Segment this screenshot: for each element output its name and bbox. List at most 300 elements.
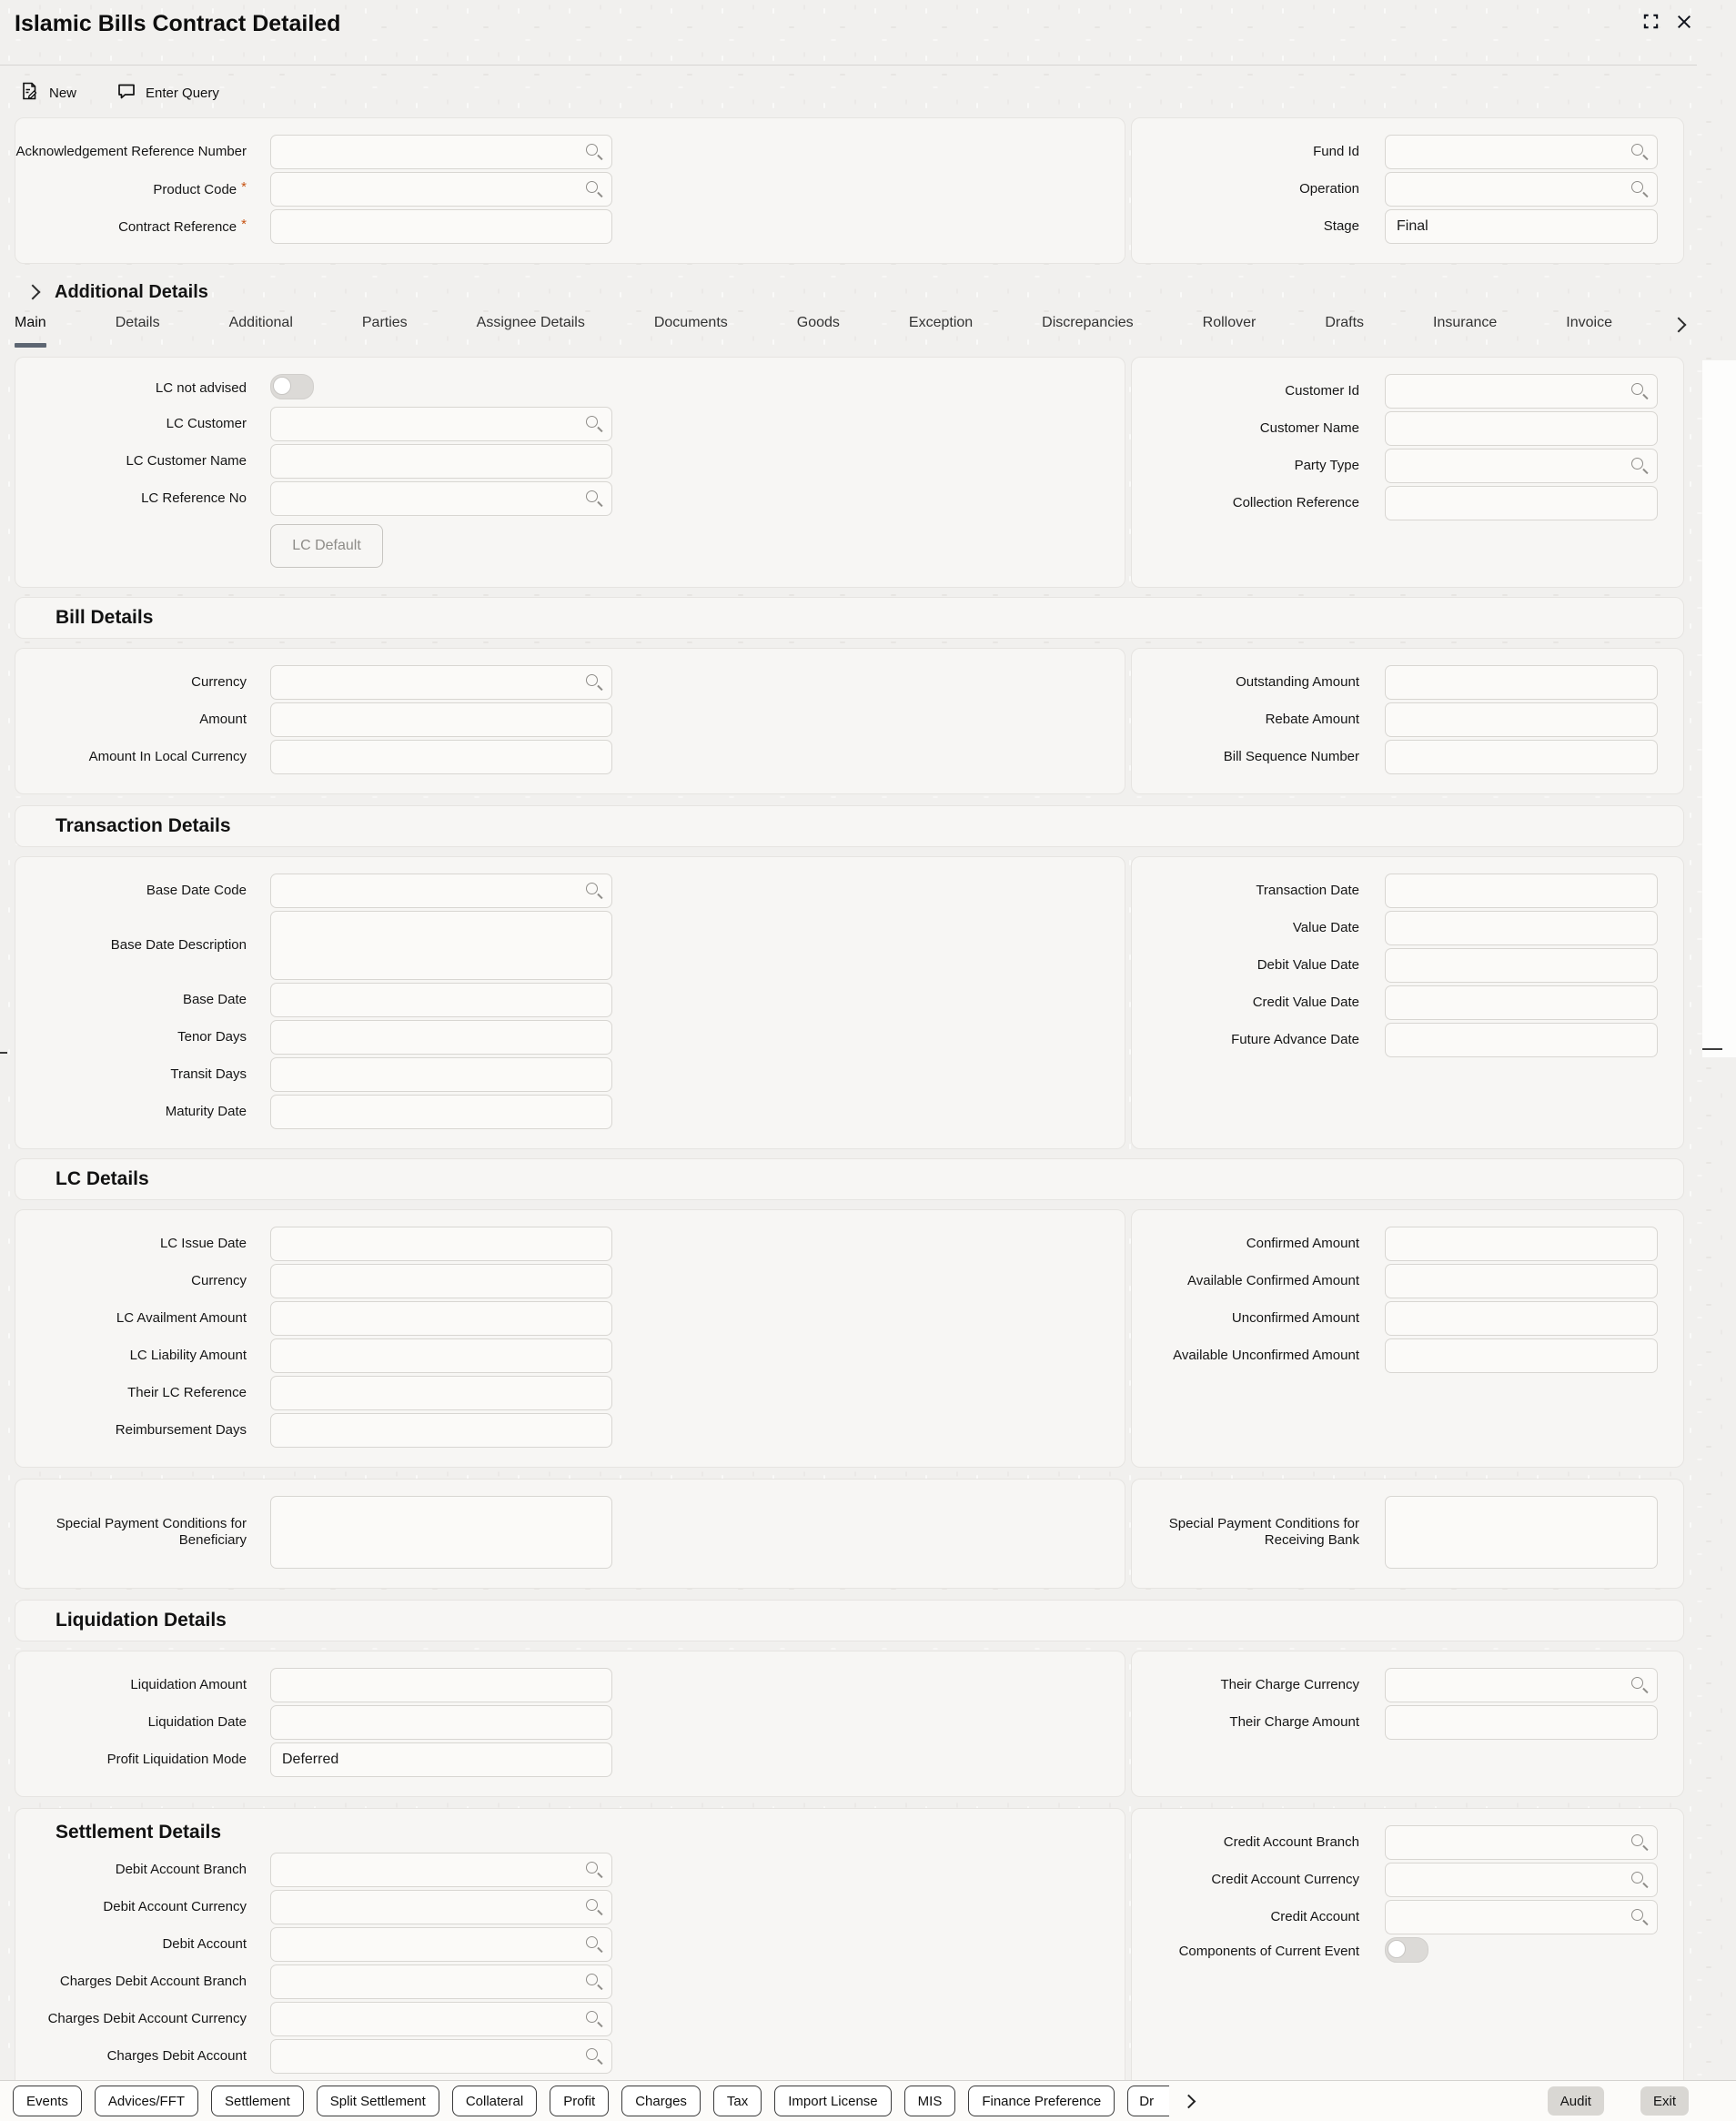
header-divider: [0, 65, 1697, 66]
search-icon[interactable]: [585, 2010, 603, 2028]
field-transaction-date: [1132, 874, 1683, 908]
chevron-right-icon: [1671, 318, 1687, 333]
search-icon[interactable]: [1630, 143, 1649, 161]
credit-value-date-value: [1385, 985, 1658, 1020]
field-stage: [1132, 209, 1683, 244]
field-lc-reference-no: [15, 481, 1125, 516]
debit-account-currency-input-field[interactable]: [270, 1890, 612, 1924]
customer-name-input[interactable]: [1385, 411, 1658, 446]
profit-liquidation-mode-value[interactable]: [270, 1742, 612, 1777]
contract-reference-label: Contract Reference: [118, 219, 237, 236]
field-currency: [15, 665, 1125, 700]
value-date-value: [1385, 911, 1658, 945]
stage-input: [1385, 209, 1658, 244]
field-amount-in-local-currency: [15, 740, 1125, 774]
spc-beneficiary-label: Special Payment Conditions for Beneficiary: [56, 1515, 247, 1548]
lc-not-advised-toggle[interactable]: [270, 374, 314, 399]
tab-main[interactable]: Main: [15, 315, 46, 348]
their-charge-amount-label: Their Charge Amount: [1229, 1713, 1359, 1730]
debit-account-input-field[interactable]: [270, 1927, 612, 1962]
tab-documents[interactable]: Documents: [653, 315, 728, 330]
collateral-button[interactable]: Collateral: [452, 2086, 537, 2116]
rebate-amount-label: Rebate Amount: [1265, 711, 1359, 727]
new-button[interactable]: [20, 81, 76, 105]
tab-goods[interactable]: Goods: [796, 315, 840, 330]
lc-currency-label: Currency: [191, 1272, 247, 1288]
fund-operation-panel: [1131, 117, 1684, 264]
field-base-date: [15, 983, 1125, 1017]
profit-button[interactable]: Profit: [550, 2086, 609, 2116]
product-code-input-field[interactable]: [270, 172, 612, 207]
lc-customer-input[interactable]: [270, 407, 612, 441]
confirmed-amount-value: [1385, 1227, 1658, 1261]
search-icon[interactable]: [1630, 1871, 1649, 1889]
field-operation: [1132, 172, 1683, 207]
import-license-button[interactable]: Import License: [774, 2086, 891, 2116]
audit-button[interactable]: Audit: [1548, 2086, 1604, 2116]
lc-liability-amount-input-field[interactable]: [270, 1338, 612, 1373]
scroll-tick-right: [1702, 1048, 1722, 1050]
footer-action-bar: [0, 2080, 1736, 2121]
available-unconfirmed-amount-label: Available Unconfirmed Amount: [1173, 1347, 1359, 1363]
new-document-icon: [20, 81, 40, 105]
additional-details-toggle[interactable]: [27, 278, 1736, 306]
field-available-confirmed-amount: [1132, 1264, 1683, 1298]
collection-reference-input[interactable]: [1385, 486, 1658, 520]
unconfirmed-amount-value: [1385, 1301, 1658, 1336]
search-icon[interactable]: [585, 415, 603, 433]
split-settlement-button[interactable]: Split Settlement: [317, 2086, 439, 2116]
required-marker: *: [241, 217, 247, 233]
debit-value-date-label: Debit Value Date: [1257, 956, 1359, 973]
lc-availment-amount-input[interactable]: [270, 1301, 612, 1336]
debit-account-branch-label: Debit Account Branch: [115, 1861, 247, 1877]
bill-details-left-panel: [15, 648, 1125, 794]
charges-debit-account-currency-label: Charges Debit Account Currency: [47, 2010, 247, 2026]
components-of-current-event-toggle[interactable]: [1385, 1937, 1428, 1963]
operation-input-field[interactable]: [1385, 172, 1658, 207]
settlement-details-title: Settlement Details: [56, 1822, 222, 1843]
search-icon[interactable]: [585, 490, 603, 508]
available-confirmed-amount-value: [1385, 1264, 1658, 1298]
credit-account-branch-label: Credit Account Branch: [1223, 1833, 1359, 1850]
unconfirmed-amount-input: [1385, 1301, 1658, 1336]
customer-panel: [1131, 357, 1684, 588]
operation-input[interactable]: [1385, 172, 1658, 207]
lc-customer-input-field[interactable]: [270, 407, 612, 441]
tab-discrepancies[interactable]: Discrepancies: [1042, 315, 1134, 330]
search-icon[interactable]: [1630, 1833, 1649, 1852]
lc-liability-amount-input[interactable]: [270, 1338, 612, 1373]
their-charge-currency-input-field[interactable]: [1385, 1668, 1658, 1702]
lc-reference-no-label: LC Reference No: [141, 490, 247, 506]
credit-account-currency-label: Credit Account Currency: [1211, 1871, 1359, 1887]
scrollbar-track[interactable]: [1702, 360, 1736, 1057]
search-icon[interactable]: [1630, 180, 1649, 198]
field-fund-id: [1132, 135, 1683, 169]
contract-reference-panel: [15, 117, 1125, 264]
debit-account-branch-input[interactable]: [270, 1853, 612, 1887]
charges-button[interactable]: Charges: [621, 2086, 701, 2116]
field-party-type: [1132, 449, 1683, 483]
reimbursement-days-input[interactable]: [270, 1413, 612, 1448]
base-date-code-input[interactable]: [270, 874, 612, 908]
amount-local-label: Amount In Local Currency: [88, 748, 247, 764]
debit-account-input[interactable]: [270, 1927, 612, 1962]
stage-value: [1385, 209, 1658, 244]
field-lc-not-advised: [15, 374, 1125, 404]
fund-id-label: Fund Id: [1313, 143, 1359, 159]
field-lc-currency: [15, 1264, 1125, 1298]
section-bill-details: Bill Details: [15, 597, 1684, 639]
their-lc-reference-input-field[interactable]: [270, 1376, 612, 1410]
bill-details-right-panel: [1131, 648, 1684, 794]
lc-issue-date-input[interactable]: [270, 1227, 612, 1261]
confirmed-amount-input: [1385, 1227, 1658, 1261]
reimbursement-days-label: Reimbursement Days: [115, 1421, 247, 1438]
search-icon[interactable]: [585, 882, 603, 900]
field-credit-account-branch: [1132, 1825, 1683, 1860]
lc-customer-name-input[interactable]: [270, 444, 612, 479]
lc-issue-date-label: LC Issue Date: [159, 1235, 247, 1251]
field-confirmed-amount: [1132, 1227, 1683, 1261]
settlement-button[interactable]: Settlement: [211, 2086, 304, 2116]
spc-beneficiary-textarea[interactable]: [270, 1496, 612, 1569]
search-icon[interactable]: [585, 2047, 603, 2065]
field-lc-availment-amount: [15, 1301, 1125, 1336]
tab-additional[interactable]: Additional: [228, 315, 293, 330]
lc-currency-input[interactable]: [270, 1264, 612, 1298]
contract-reference-input[interactable]: [270, 209, 612, 244]
charges-debit-account-branch-input-field[interactable]: [270, 1964, 612, 1999]
currency-label: Currency: [191, 673, 247, 690]
search-icon[interactable]: [1630, 1908, 1649, 1926]
lc-availment-amount-input-field[interactable]: [270, 1301, 612, 1336]
transaction-date-input: [1385, 874, 1658, 908]
charges-debit-account-input[interactable]: [270, 2039, 612, 2074]
future-advance-date-value: [1385, 1023, 1658, 1057]
field-lc-issue-date: [15, 1227, 1125, 1261]
search-icon[interactable]: [1630, 1676, 1649, 1694]
field-charges-debit-account-currency: [15, 2002, 1125, 2036]
party-type-input-field[interactable]: [1385, 449, 1658, 483]
transaction-details-right-panel: [1131, 856, 1684, 1149]
events-button[interactable]: Events: [13, 2086, 82, 2116]
ack-ref-input[interactable]: [270, 135, 612, 169]
field-their-charge-currency: [1132, 1668, 1683, 1702]
their-charge-amount-input[interactable]: [1385, 1705, 1658, 1740]
mis-button[interactable]: MIS: [904, 2086, 956, 2116]
currency-input[interactable]: [270, 665, 612, 700]
liquidation-amount-label: Liquidation Amount: [130, 1676, 247, 1692]
credit-account-input-field[interactable]: [1385, 1900, 1658, 1934]
lc-not-advised-label: LC not advised: [155, 380, 247, 397]
confirmed-amount-label: Confirmed Amount: [1246, 1235, 1359, 1251]
field-credit-account: [1132, 1900, 1683, 1934]
future-advance-date-label: Future Advance Date: [1231, 1031, 1359, 1047]
field-base-date-code: [15, 874, 1125, 908]
collection-reference-label: Collection Reference: [1232, 494, 1359, 510]
tab-assignee-details[interactable]: Assignee Details: [476, 315, 585, 330]
base-date-code-input-field[interactable]: [270, 874, 612, 908]
amount-input[interactable]: [270, 702, 612, 737]
customer-name-label: Customer Name: [1259, 419, 1359, 436]
credit-account-currency-input-field[interactable]: [1385, 1863, 1658, 1897]
field-credit-account-currency: [1132, 1863, 1683, 1897]
tenor-days-label: Tenor Days: [177, 1028, 247, 1045]
tab-bar: [15, 315, 1684, 348]
rebate-amount-input: [1385, 702, 1658, 737]
credit-account-input[interactable]: [1385, 1900, 1658, 1934]
field-liquidation-date: [15, 1705, 1125, 1740]
their-charge-currency-input[interactable]: [1385, 1668, 1658, 1702]
customer-id-input-field[interactable]: [1385, 374, 1658, 409]
search-icon[interactable]: [1630, 382, 1649, 400]
field-transit-days: [15, 1057, 1125, 1092]
their-charge-currency-label: Their Charge Currency: [1220, 1676, 1359, 1692]
tax-button[interactable]: Tax: [713, 2086, 762, 2116]
tab-insurance[interactable]: Insurance: [1433, 315, 1498, 330]
liquidation-date-label: Liquidation Date: [147, 1713, 247, 1730]
lc-details-left-panel: [15, 1209, 1125, 1468]
search-icon[interactable]: [585, 1861, 603, 1879]
contract-reference-input-field[interactable]: [270, 209, 612, 244]
future-advance-date-input: [1385, 1023, 1658, 1057]
field-tenor-days: [15, 1020, 1125, 1055]
lc-liability-amount-label: LC Liability Amount: [129, 1347, 247, 1363]
base-date-code-label: Base Date Code: [146, 882, 247, 898]
profit-liquidation-mode-label: Profit Liquidation Mode: [106, 1751, 247, 1767]
lc-customer-name-input-field[interactable]: [270, 444, 612, 479]
available-confirmed-amount-input: [1385, 1264, 1658, 1298]
required-marker: *: [241, 179, 247, 196]
field-lc-customer-name: [15, 444, 1125, 479]
field-liquidation-amount: [15, 1668, 1125, 1702]
fund-id-input[interactable]: [1385, 135, 1658, 169]
customer-name-input-field[interactable]: [1385, 411, 1658, 446]
base-date-label: Base Date: [182, 991, 247, 1007]
available-confirmed-amount-label: Available Confirmed Amount: [1187, 1272, 1359, 1288]
stage-label: Stage: [1323, 217, 1359, 234]
scroll-tick-left: [0, 1052, 7, 1054]
party-type-input[interactable]: [1385, 449, 1658, 483]
advices-fft-button[interactable]: Advices/FFT: [95, 2086, 198, 2116]
transaction-date-value: [1385, 874, 1658, 908]
liquidation-amount-input[interactable]: [270, 1668, 612, 1702]
field-lc-customer: [15, 407, 1125, 441]
liquidation-amount-input-field[interactable]: [270, 1668, 612, 1702]
page-title: Islamic Bills Contract Detailed: [15, 11, 341, 36]
debit-value-date-value: [1385, 948, 1658, 983]
field-rebate-amount: [1132, 702, 1683, 737]
special-payment-beneficiary-panel: [15, 1479, 1125, 1589]
debit-value-date-input: [1385, 948, 1658, 983]
search-icon[interactable]: [585, 1898, 603, 1916]
enter-query-label: Enter Query: [146, 85, 219, 101]
lc-reference-no-input-field[interactable]: [270, 481, 612, 516]
charges-debit-account-currency-input[interactable]: [270, 2002, 612, 2036]
product-code-label: Product Code: [153, 182, 237, 198]
amount-local-input-field[interactable]: [270, 740, 612, 774]
lc-default-button[interactable]: LC Default: [270, 524, 383, 568]
field-charges-debit-account-branch: [15, 1964, 1125, 1999]
debit-account-currency-input[interactable]: [270, 1890, 612, 1924]
credit-account-currency-input[interactable]: [1385, 1863, 1658, 1897]
lc-issue-date-input-field[interactable]: [270, 1227, 612, 1261]
tab-details[interactable]: Details: [115, 315, 160, 330]
search-icon[interactable]: [585, 1935, 603, 1954]
credit-value-date-label: Credit Value Date: [1252, 994, 1359, 1010]
available-unconfirmed-amount-value: [1385, 1338, 1658, 1373]
their-charge-amount-input-field[interactable]: [1385, 1705, 1658, 1740]
section-lc-details: LC Details: [15, 1158, 1684, 1200]
field-their-charge-amount: [1132, 1705, 1683, 1740]
base-date-input-field[interactable]: [270, 983, 612, 1017]
base-date-description-label: Base Date Description: [110, 936, 247, 953]
new-button-label: New: [49, 85, 77, 101]
finance-preference-button[interactable]: Finance Preference: [968, 2086, 1115, 2116]
spc-receiving-bank-input[interactable]: [1385, 1496, 1658, 1569]
collection-reference-input-field[interactable]: [1385, 486, 1658, 520]
available-unconfirmed-amount-input: [1385, 1338, 1658, 1373]
amount-local-input[interactable]: [270, 740, 612, 774]
field-unconfirmed-amount: [1132, 1301, 1683, 1336]
operation-label: Operation: [1299, 180, 1359, 197]
field-special-payment-conditions-beneficiary: [15, 1496, 1125, 1569]
tab-scroll-right-button[interactable]: [1651, 315, 1684, 335]
settlement-details-right-panel: [1131, 1808, 1684, 2088]
debit-account-label: Debit Account: [162, 1935, 247, 1952]
currency-input-field[interactable]: [270, 665, 612, 700]
field-contract-reference: [15, 209, 1125, 244]
charges-debit-account-currency-input-field[interactable]: [270, 2002, 612, 2036]
field-available-unconfirmed-amount: [1132, 1338, 1683, 1373]
credit-account-branch-input-field[interactable]: [1385, 1825, 1658, 1860]
debit-account-currency-label: Debit Account Currency: [103, 1898, 247, 1914]
search-icon[interactable]: [585, 1973, 603, 1991]
lc-reference-no-input[interactable]: [270, 481, 612, 516]
base-date-description-input[interactable]: [270, 911, 612, 980]
liquidation-details-left-panel: [15, 1651, 1125, 1797]
field-debit-account: [15, 1927, 1125, 1962]
bill-sequence-number-label: Bill Sequence Number: [1223, 748, 1359, 764]
search-icon[interactable]: [1630, 457, 1649, 475]
debit-account-branch-input-field[interactable]: [270, 1853, 612, 1887]
tab-invoice[interactable]: Invoice: [1566, 315, 1612, 330]
field-credit-value-date: [1132, 985, 1683, 1020]
tenor-days-input[interactable]: [270, 1020, 612, 1055]
field-components-of-current-event: [1132, 1937, 1683, 1967]
base-date-input[interactable]: [270, 983, 612, 1017]
fund-id-input-field[interactable]: [1385, 135, 1658, 169]
value-date-input: [1385, 911, 1658, 945]
transaction-details-left-panel: [15, 856, 1125, 1149]
toolbar: [20, 77, 1736, 108]
search-icon[interactable]: [585, 180, 603, 198]
party-type-label: Party Type: [1294, 457, 1359, 473]
product-code-input[interactable]: [270, 172, 612, 207]
field-bill-sequence-number: [1132, 740, 1683, 774]
credit-account-branch-input[interactable]: [1385, 1825, 1658, 1860]
tab-exception[interactable]: Exception: [908, 315, 974, 330]
footer-scroll-right-button[interactable]: [1182, 2094, 1196, 2108]
field-product-code: [15, 172, 1125, 207]
field-their-lc-reference: [15, 1376, 1125, 1410]
chevron-right-icon: [25, 285, 41, 300]
transit-days-label: Transit Days: [170, 1066, 247, 1082]
amount-input-field[interactable]: [270, 702, 612, 737]
enter-query-button[interactable]: [116, 81, 219, 105]
outstanding-amount-value: [1385, 665, 1658, 700]
lc-currency-input-field[interactable]: [270, 1264, 612, 1298]
restore-icon[interactable]: [1642, 13, 1660, 30]
field-special-payment-conditions-receiving-bank: [1132, 1496, 1683, 1569]
field-acknowledgement-reference-number: [15, 135, 1125, 169]
field-lc-liability-amount: [15, 1338, 1125, 1373]
bill-sequence-number-value: [1385, 740, 1658, 774]
transaction-date-label: Transaction Date: [1256, 882, 1359, 898]
spc-receiving-bank-label: Special Payment Conditions for Receiving Bank: [1168, 1515, 1359, 1548]
customer-id-input[interactable]: [1385, 374, 1658, 409]
rebate-amount-value: [1385, 702, 1658, 737]
transit-days-input[interactable]: [270, 1057, 612, 1092]
ack-ref-input-field[interactable]: [270, 135, 612, 169]
charges-debit-account-input-field[interactable]: [270, 2039, 612, 2074]
tab-rollover[interactable]: Rollover: [1202, 315, 1257, 330]
their-lc-reference-label: Their LC Reference: [127, 1384, 247, 1400]
credit-account-label: Credit Account: [1270, 1908, 1359, 1924]
field-base-date-description: [15, 911, 1125, 980]
exit-button[interactable]: Exit: [1640, 2086, 1689, 2116]
liquidation-date-input[interactable]: [270, 1705, 612, 1740]
tab-parties[interactable]: Parties: [361, 315, 408, 330]
base-date-description-textarea[interactable]: [270, 911, 612, 980]
bill-sequence-number-input: [1385, 740, 1658, 774]
charges-debit-account-branch-label: Charges Debit Account Branch: [59, 1973, 247, 1989]
truncated-button[interactable]: Dr: [1127, 2086, 1169, 2116]
components-of-current-event-label: Components of Current Event: [1178, 1944, 1359, 1960]
profit-liquidation-mode-input[interactable]: [270, 1742, 612, 1777]
search-icon[interactable]: [585, 143, 603, 161]
reimbursement-days-input-field[interactable]: [270, 1413, 612, 1448]
search-icon[interactable]: [585, 673, 603, 692]
field-charges-debit-account: [15, 2039, 1125, 2074]
settlement-details-left-panel: [15, 1808, 1125, 2088]
lc-customer-label: LC Customer: [166, 415, 247, 431]
value-date-label: Value Date: [1292, 919, 1359, 935]
field-maturity-date: [15, 1095, 1125, 1129]
field-debit-account-currency: [15, 1890, 1125, 1924]
maturity-date-label: Maturity Date: [165, 1103, 247, 1119]
tenor-days-input-field[interactable]: [270, 1020, 612, 1055]
window-header: [0, 0, 1736, 65]
maturity-date-input-field[interactable]: [270, 1095, 612, 1129]
unconfirmed-amount-label: Unconfirmed Amount: [1231, 1309, 1359, 1326]
charges-debit-account-branch-input[interactable]: [270, 1964, 612, 1999]
field-debit-account-branch: [15, 1853, 1125, 1887]
spc-receiving-bank-textarea[interactable]: [1385, 1496, 1658, 1569]
transit-days-input-field[interactable]: [270, 1057, 612, 1092]
spc-beneficiary-input[interactable]: [270, 1496, 612, 1569]
their-lc-reference-input[interactable]: [270, 1376, 612, 1410]
field-value-date: [1132, 911, 1683, 945]
tab-drafts[interactable]: Drafts: [1325, 315, 1365, 330]
liquidation-date-input-field[interactable]: [270, 1705, 612, 1740]
speech-bubble-icon: [116, 81, 136, 105]
close-icon[interactable]: [1676, 14, 1692, 30]
field-profit-liquidation-mode: [15, 1742, 1125, 1777]
maturity-date-input[interactable]: [270, 1095, 612, 1129]
